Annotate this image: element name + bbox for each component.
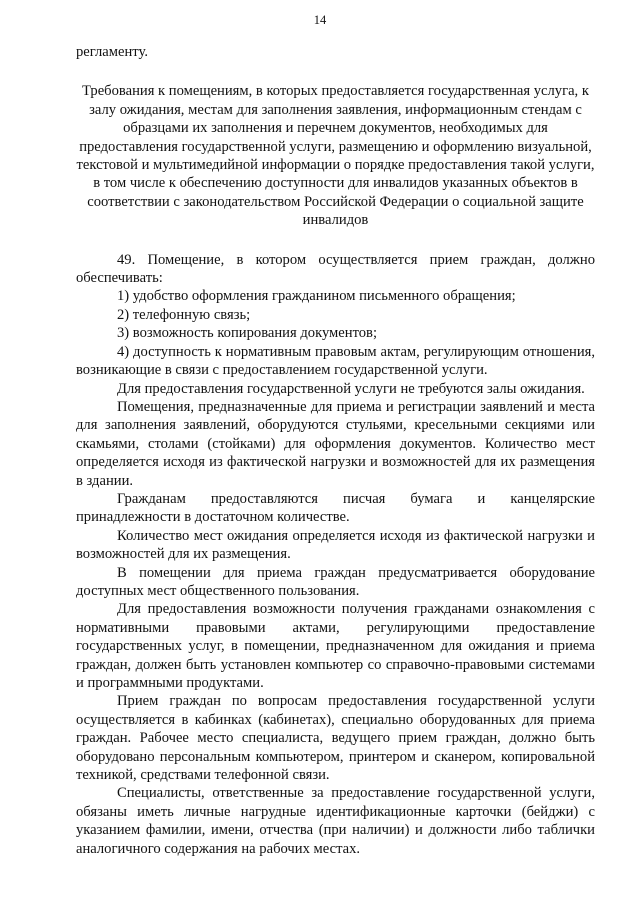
list-item-2: 2) телефонную связь; (117, 306, 251, 323)
paragraph: Для предоставления возможности получения гражданами ознакомления с нормативными правовыми актами, регулирующими предоставление государственных услуг, в помещении, предназначенном для ожидания и приема граждан, должен быть установлен компьютер со справочно-правовыми системами и программными продуктами. (76, 601, 595, 691)
paragraph: В помещении для приема граждан предусматривается оборудование доступных мест общественного пользования. (76, 564, 595, 599)
paragraph: Специалисты, ответственные за предоставление государственной услуги, обязаны иметь личные нагрудные идентификационные карточки (бейджи) с указанием фамилии, имени, отчества (при наличии) и должности либо таблички аналогичного содержания на рабочих местах. (76, 785, 595, 857)
paragraph: Помещения, предназначенные для приема и регистрации заявлений и места для заполнения заявлений, оборудуются стульями, кресельными секциями или скамьями, столами (стойками) для оформления документов. Количество мест определяется исходя из фактической нагрузки и возможностей для их размещения в здании. (76, 398, 595, 489)
lead-fragment: регламенту. (76, 44, 148, 60)
section-heading: Требования к помещениям, в которых предоставляется государственная услуга, к залу ожидания, местам для заполнения заявления, информационным стендам с образцами их заполнения и перечнем документов, необходимых для предоставления государственной услуги, размещению и оформлению визуальной, текстовой и мультимедийной информации о порядке предоставления такой услуги, в том числе к обеспечению доступности для инвалидов указанных объектов в соответствии с законодательством Российской Федерации о социальной защите инвалидов (76, 83, 595, 229)
paragraph: Количество мест ожидания определяется исходя из фактической нагрузки и возможностей для их размещения. (76, 527, 595, 563)
paragraph-49: 49. Помещение, в котором осуществляется прием граждан, должно обеспечивать: (76, 251, 595, 287)
page-number: 14 (313, 13, 327, 27)
list-item-4: 4) доступность к нормативным правовым актам, регулирующим отношения, возникающие в связи с предоставлением государственной услуги. (76, 343, 595, 379)
document-body (76, 43, 595, 858)
paragraph: Гражданам предоставляются писчая бумага и канцелярские принадлежности в достаточном количестве. (76, 490, 595, 526)
list-item-1: 1) удобство оформления гражданином письменного обращения; (117, 288, 516, 305)
list-item-3: 3) возможность копирования документов; (117, 325, 378, 342)
paragraph: Прием граждан по вопросам предоставления государственной услуги осуществляется в кабинках (кабинетах), специально оборудованных для приема граждан. Рабочее место специалиста, ведущего прием граждан, должно быть оборудовано персональным компьютером, принтером и сканером, копировальной техникой, средствами телефонной связи. (76, 693, 595, 784)
paragraph: Для предоставления государственной услуги не требуются залы ожидания. (117, 380, 585, 397)
